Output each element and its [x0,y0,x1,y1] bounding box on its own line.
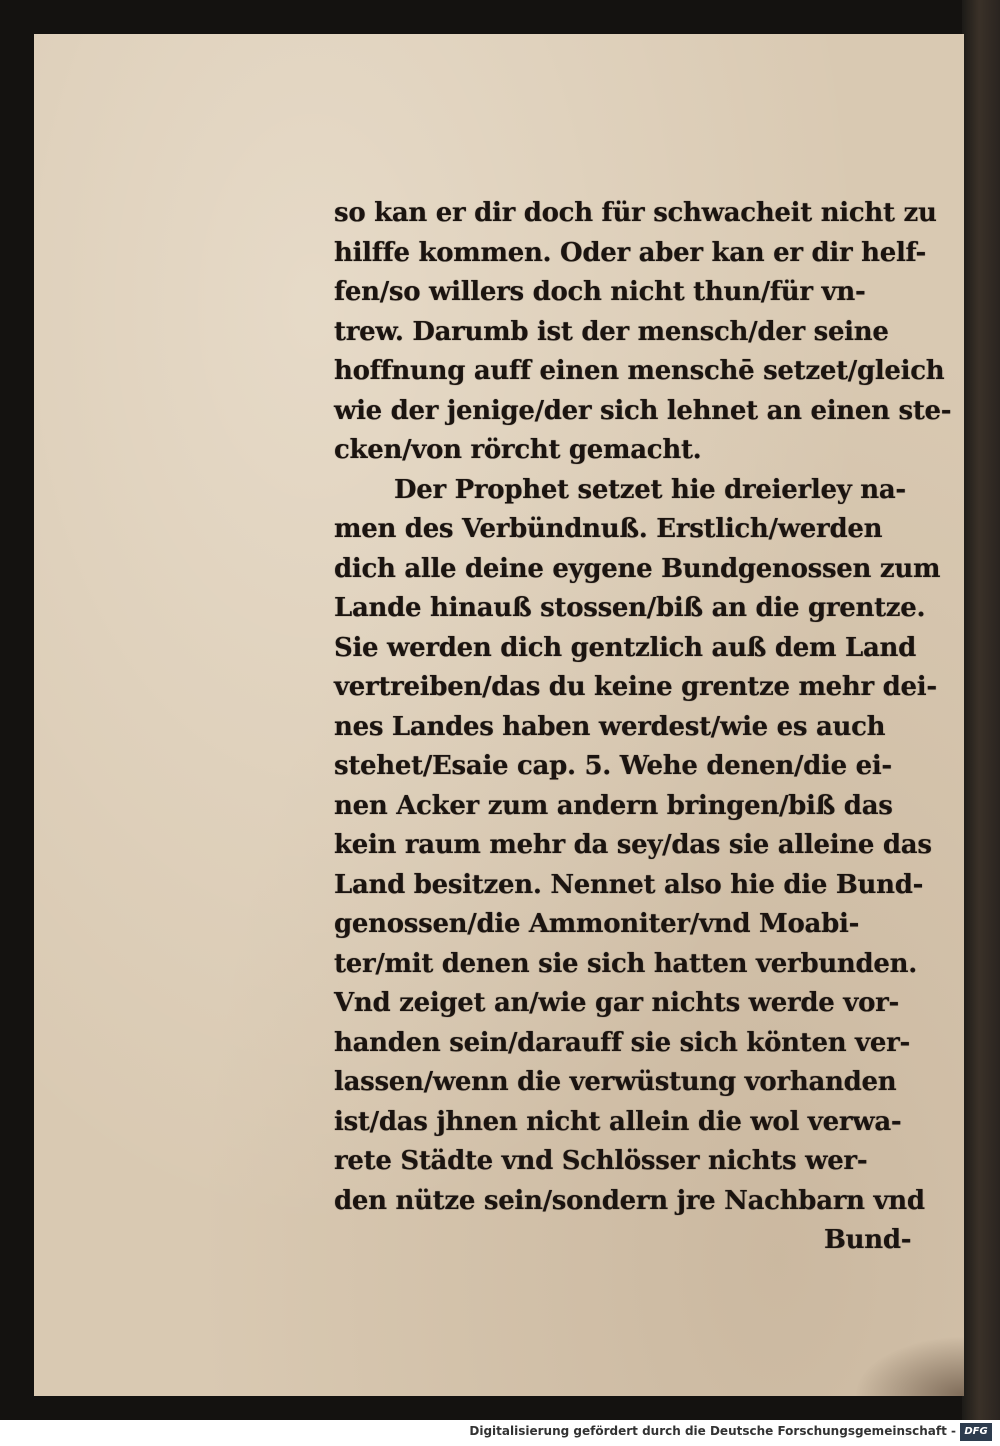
text-line: fen/so willers doch nicht thun/für vn- [334,277,866,307]
page-text [334,194,954,1261]
dfg-logo: DFG [960,1423,992,1441]
text-line: hilffe kommen. Oder aber kan er dir helf- [334,237,926,268]
text-line: ter/mit denen sie sich hatten verbunden. [334,948,918,979]
text-line: cken/von rörcht gemacht. [334,435,702,465]
text-line: dich alle deine eygene Bundgenossen zum [334,553,941,584]
text-line: kein raum mehr da sey/das sie alleine das [334,830,932,860]
book-cover-edge [962,0,1000,1420]
text-line: Vnd zeiget an/wie gar nichts werde vor- [334,988,899,1018]
text-line: nen Acker zum andern bringen/biß das [334,790,893,821]
text-line: handen sein/darauff sie sich könten ver- [334,1027,910,1058]
text-line: Sie werden dich gentzlich auß dem Land [334,632,916,663]
text-line: Lande hinauß stossen/biß an die grentze. [334,593,926,623]
catchword: Bund- [824,1225,912,1255]
text-line: rete Städte vnd Schlösser nichts wer- [334,1146,868,1176]
text-line: ist/das jhnen nicht allein die wol verwa- [334,1106,902,1137]
text-line: genossen/die Ammoniter/vnd Moabi- [334,909,860,939]
text-line: men des Verbündnuß. Erstlich/werden [334,514,883,544]
text-line: wie der jenige/der sich lehnet an einen ste- [334,395,952,426]
text-line-paragraph-start: Der Prophet setzet hie dreierley na- [394,474,906,505]
text-line: nes Landes haben werdest/wie es auch [334,711,886,742]
footer-bar [0,1420,1000,1446]
text-line: den nütze sein/sondern jre Nachbarn vnd [334,1185,925,1216]
text-line: Land besitzen. Nennet also hie die Bund- [334,869,924,900]
text-line: stehet/Esaie cap. 5. Wehe denen/die ei- [334,751,892,781]
funding-notice: Digitalisierung gefördert durch die Deutsche Forschungsgemeinschaft - [469,1424,956,1438]
text-line: lassen/wenn die verwüstung vorhanden [334,1067,897,1097]
text-line: vertreiben/das du keine grentze mehr dei- [334,672,937,702]
book-page [34,34,964,1396]
text-line: hoffnung auff einen menschē setzet/gleich [334,356,945,386]
text-line: trew. Darumb ist der mensch/der seine [334,316,889,347]
text-line: so kan er dir doch für schwacheit nicht zu [334,198,937,228]
